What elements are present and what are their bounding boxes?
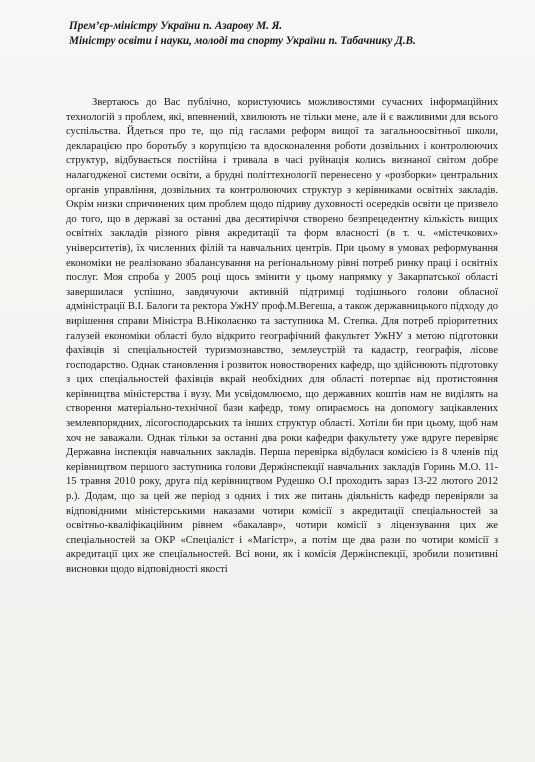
addressee-line-prime-minister: Прем’єр-міністру України п. Азарову М. Я. <box>69 20 283 32</box>
addressee-line-education-minister: Міністру освіти і науки, молоді та спорту України п. Табачнику Д.В. <box>69 34 416 47</box>
letter-body: Звертаюсь до Вас публічно, користуючись можливостями сучасних інформаційних технологій з проблем, які, впевнений, хвилюють не тільки мене, але й є важливими для всього суспільства. Йдеться про те, що під гаслами реформ вищої та загальноосвітньої школи, декларацією про боротьбу з корупцією та вдосконалення роботи дозвільних і контролюючих структур, відбувається постійна і тривала в часі руйнація колись визнаної світом добре налагодженої системи освіти, а брудні політтехнології перенесено у «розборки» центральних органів управління, дозвільних та контролюючих структур з керівниками освітніх закладів. Окрім низки спричинених цим проблем щодо підриву духовності осередків освіти це призвело до того, що в державі за останні два десятиріччя створено безпрецедентну кількість вищих освітніх закладів різного рівня акредитації та форм власності (в т. ч. «містечкових» університетів), їх численних філій та навчальних центрів. При цьому в умовах реформування економіки не реалізовано збалансування на регіональному рівні потреб ринку праці і освітніх послуг. Моя спроба у 2005 році щось змінити у цьому напрямку у Закарпатської області завершилася успішно, завдячуючи активній підтримці тодішнього голови обласної адміністрації В.І. Балоги та ректора УжНУ проф.М.Вегеша, а також державницького підходу до вирішення справи Міністра В.Ніколаєнко та заступника М. Степка. Для потреб пріоритетних галузей економіки області було відкрито географічний факультет УжНУ з метою підготовки фахівців зі спеціальностей туризмознавство, землеустрій та кадастр, географія, лісове господарство. Однак становлення і розвиток новостворених кафедр, що здійснюють підготовку з цих спеціальностей фахівців вкрай необхідних для області потерпає від протистояння керівництва міністерства і вузу. Ми усвідомлюємо, що державних коштів нам не виділять на створення матеріально-технічної бази кафедр, тому опираємось на допомогу зацікавлених землевпорядних, лісогосподарських та інших структур області. Хотіли би при цьому, щоб нам хоч не заважали. Однак тільки за останні два роки кафедри факультету уже вдруге перевіряє Державна інспекція навчальних закладів. Перша перевірка відбулася комісією із 8 членів під керівництвом першого заступника голови Держінспекції навчальних закладів Горинь М.О. 11-15 травня 2010 року, друга під керівництвом Рудешко О.І проходить зараз 13-22 лютого 2012 р.). Додам, що за цей же період з одних і тих же питань діяльність кафедр перевіряли за відповідними міністерськими наказами чотири комісії з акредитації спеціальностей за освітньо-кваліфікаційним рівнем «бакалавр», чотири комісії з ліцензування цих же спеціальностей за ОКР «Спеціаліст і «Магістр», а потім ще два рази по чотири комісії з акредитації цих же спеціальностей. Всі вони, як і комісія Держінспекції, зробили позитивні висновки щодо відповідності якості <box>66 97 498 575</box>
addressee-block <box>69 19 529 48</box>
